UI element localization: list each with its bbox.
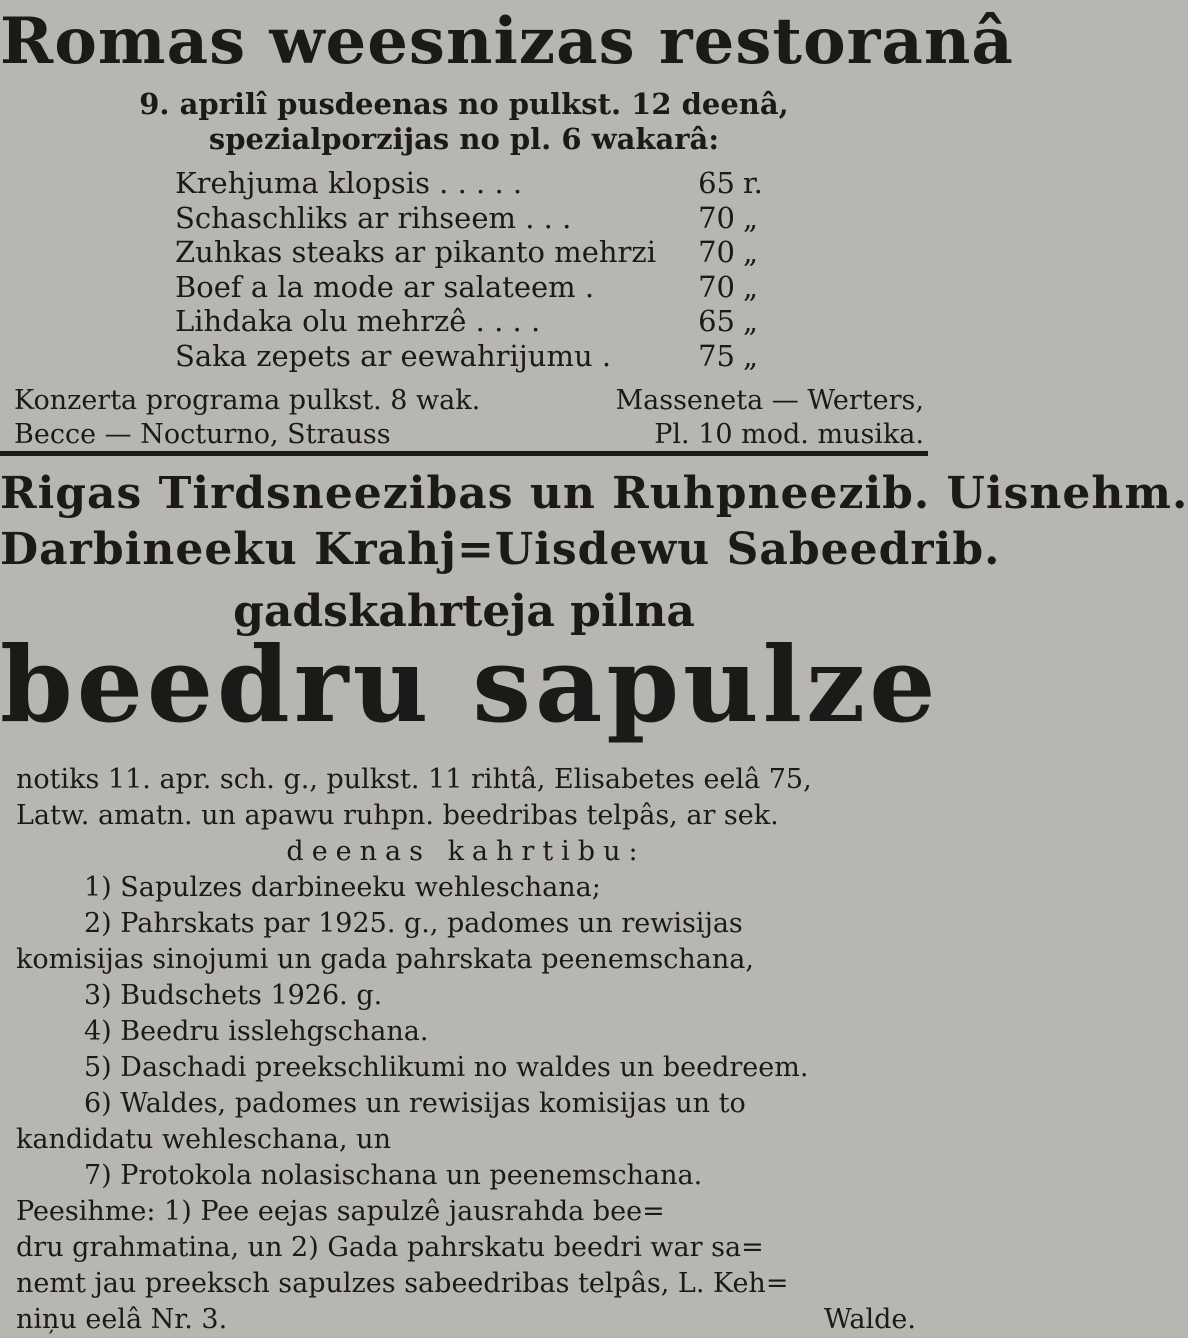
menu-item bbox=[175, 201, 875, 236]
menu-item-price: 65 bbox=[698, 166, 735, 200]
agenda-item: 7) Protokola nolasischana un peenemschana. bbox=[84, 1160, 703, 1191]
menu-item-name: Krehjuma klopsis . . . . . bbox=[175, 166, 523, 200]
meeting-headline: beedru sapulze bbox=[0, 623, 940, 746]
menu-item-price: 75 bbox=[698, 338, 735, 373]
concert-line-1-left: Konzerta programa pulkst. 8 wak. bbox=[14, 385, 481, 416]
concert-line-1-right: Masseneta — Werters, bbox=[615, 385, 924, 416]
menu-item-price: 70 bbox=[698, 200, 735, 235]
menu-item-name: Boef a la mode ar salateem . bbox=[175, 269, 595, 304]
restaurant-title: Romas weesnizas restoranâ bbox=[0, 4, 1014, 79]
agenda-item: 3) Budschets 1926. g. bbox=[84, 980, 383, 1011]
signature: Walde. bbox=[824, 1304, 916, 1335]
note-signature-line bbox=[16, 1302, 916, 1338]
agenda-item: 4) Beedru isslehgschana. bbox=[84, 1016, 429, 1047]
note-line-1: Peesihme: 1) Pee eejas sapulzê jausrahda bee= bbox=[16, 1196, 665, 1227]
menu-item-unit: „ bbox=[743, 235, 759, 269]
note-line-3: nemt jau preeksch sapulzes sabeedribas telpâs, L. Keh= bbox=[16, 1268, 789, 1299]
note-line-2: dru grahmatina, un 2) Gada pahrskatu beedri war sa= bbox=[16, 1232, 764, 1263]
menu-item-name: Schaschliks ar rihseem . . . bbox=[175, 200, 572, 235]
organization-line-1: Rigas Tirdsneezibas un Ruhpneezib. Uisnehm. bbox=[0, 468, 1188, 519]
menu-item-unit: „ bbox=[743, 200, 759, 235]
agenda-title: deenas kahrtibu: bbox=[286, 836, 646, 867]
intro-line-2: Latw. amatn. un apawu ruhpn. beedribas telpâs, ar sek. bbox=[16, 800, 779, 831]
menu-list bbox=[175, 166, 875, 373]
restaurant-line-2: spezialporzijas no pl. 6 wakarâ: bbox=[208, 122, 720, 156]
menu-item bbox=[175, 339, 875, 374]
concert-line-2-left: Becce — Nocturno, Strauss bbox=[14, 419, 391, 450]
intro-line-1: notiks 11. apr. sch. g., pulkst. 11 rihtâ, Elisabetes eelâ 75, bbox=[16, 764, 812, 795]
organization-line-2: Darbineeku Krahj=Uisdewu Sabeedrib. bbox=[0, 524, 1001, 575]
menu-item-name: Lihdaka olu mehrzê . . . . bbox=[175, 304, 541, 338]
agenda-item-continuation: komisijas sinojumi un gada pahrskata peenemschana, bbox=[16, 944, 754, 975]
ad-divider-rule bbox=[0, 451, 928, 456]
agenda-item-continuation: kandidatu wehleschana, un bbox=[16, 1124, 391, 1155]
menu-item bbox=[175, 304, 875, 339]
note-line-4: niņu eelâ Nr. 3. bbox=[16, 1304, 228, 1335]
menu-item-price: 65 bbox=[698, 304, 735, 338]
concert-line-2-right: Pl. 10 mod. musika. bbox=[654, 419, 924, 450]
menu-item bbox=[175, 270, 875, 305]
agenda-item: 1) Sapulzes darbineeku wehleschana; bbox=[84, 872, 601, 903]
restaurant-line-1: 9. aprilî pusdeenas no pulkst. 12 deenâ, bbox=[139, 87, 789, 121]
menu-item-price: 70 bbox=[698, 269, 735, 304]
menu-item-price: 70 bbox=[698, 235, 735, 269]
menu-item bbox=[175, 235, 875, 270]
agenda-item: 6) Waldes, padomes un rewisijas komisijas un to bbox=[84, 1088, 746, 1119]
agenda-item: 2) Pahrskats par 1925. g., padomes un rewisijas bbox=[84, 908, 743, 939]
menu-item-unit: „ bbox=[743, 304, 759, 338]
meeting-body bbox=[16, 762, 916, 1338]
menu-item bbox=[175, 166, 875, 201]
menu-item-name: Zuhkas steaks ar pikanto mehrzi bbox=[175, 235, 656, 269]
menu-item-unit: „ bbox=[743, 269, 759, 304]
annual-label: gadskahrteja pilna bbox=[233, 586, 695, 637]
agenda-item: 5) Daschadi preekschlikumi no waldes un beedreem. bbox=[84, 1052, 809, 1083]
menu-item-unit: r. bbox=[743, 166, 763, 200]
concert-info bbox=[14, 384, 924, 452]
menu-item-unit: „ bbox=[743, 338, 759, 373]
menu-item-name: Saka zepets ar eewahrijumu . bbox=[175, 338, 612, 373]
